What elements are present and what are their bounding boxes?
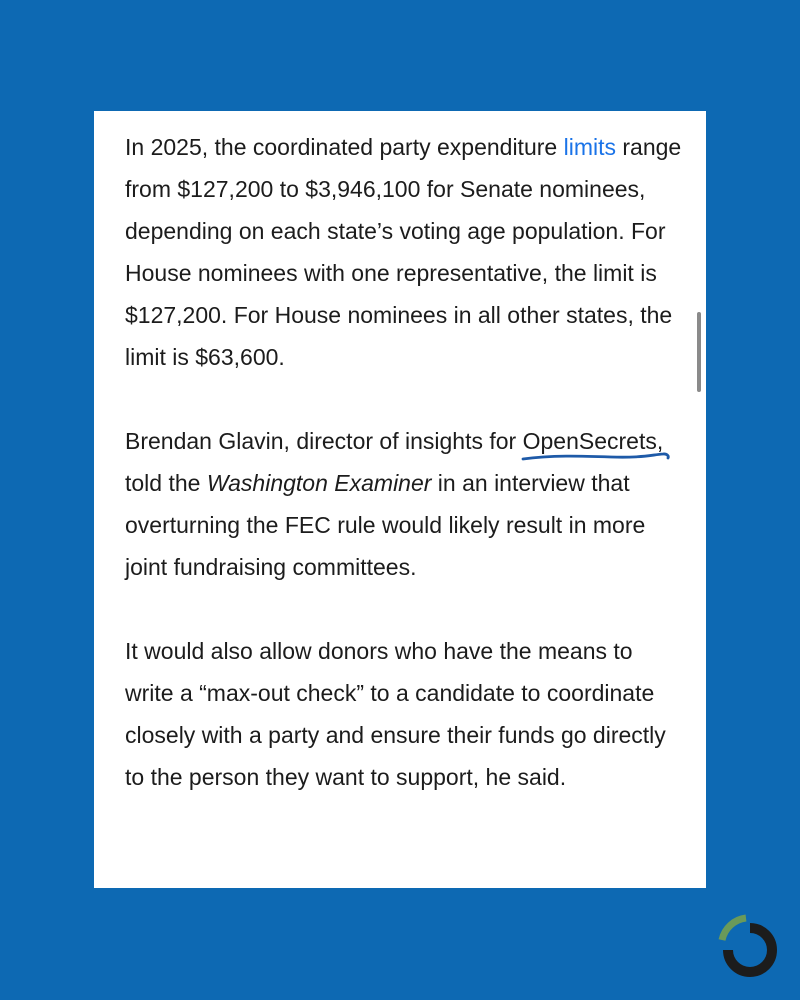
article-body <box>125 126 685 798</box>
paragraph-limits-intro: In 2025, the coordinated party expenditure <box>125 134 564 160</box>
paragraph-glavin-body: in an interview that overturning the FEC rule would likely result in more joint fundraising committees. <box>125 470 646 580</box>
opensecrets-link[interactable]: OpenSecrets, <box>522 428 664 454</box>
article-card <box>94 111 706 888</box>
opensecrets-annotated <box>523 420 664 462</box>
paragraph-max-out: It would also allow donors who have the means to write a “max-out check” to a candidate to coordinate closely with a party and ensure their funds go directly to the person they want to support, he said. <box>125 638 666 790</box>
ring-logo-icon <box>712 912 788 988</box>
paragraph-glavin-middle: told the <box>125 470 207 496</box>
paragraph-limits-body: range from $127,200 to $3,946,100 for Senate nominees, depending on each state’s voting age population. For House nominees with one representative, the limit is $127,200. For House nominees in all other states, the limit is $63,600. <box>125 134 682 370</box>
hand-drawn-underline-icon <box>521 450 673 464</box>
paragraph-glavin <box>125 420 685 588</box>
publication-name: Washington Examiner <box>206 470 432 496</box>
scrollbar-thumb[interactable] <box>697 312 701 392</box>
limits-link[interactable]: limits <box>563 134 616 160</box>
paragraph-glavin-intro: Brendan Glavin, director of insights for <box>125 428 523 454</box>
paragraph-limits <box>125 126 685 378</box>
